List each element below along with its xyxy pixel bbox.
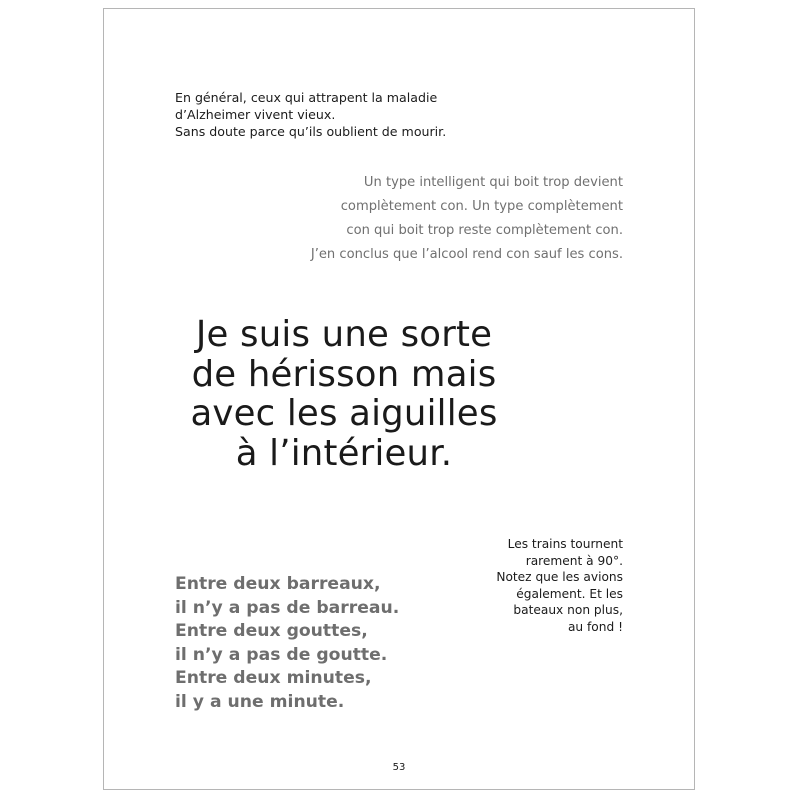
quote-alcohol: Un type intelligent qui boit trop devient complètement con. Un type complètement con qui boit trop reste complètement con. J’en conclus que l’alcool rend con sauf les cons.: [310, 175, 623, 262]
quote-between: Entre deux barreaux, il n’y a pas de barreau. Entre deux gouttes, il n’y a pas de goutte. Entre deux minutes, il y a une minute.: [175, 574, 400, 712]
quote-trains: Les trains tournent rarement à 90°. Notez que les avions également. Et les bateaux non plus, au fond !: [496, 537, 623, 634]
quote-alzheimer: En général, ceux qui attrapent la maladie d’Alzheimer vivent vieux. Sans doute parce qu’ils oublient de mourir.: [175, 90, 447, 139]
quote-hedgehog: Je suis une sorte de hérisson mais avec les aiguilles à l’intérieur.: [190, 314, 498, 474]
book-page: [103, 8, 695, 790]
page-number: 53: [392, 762, 406, 773]
